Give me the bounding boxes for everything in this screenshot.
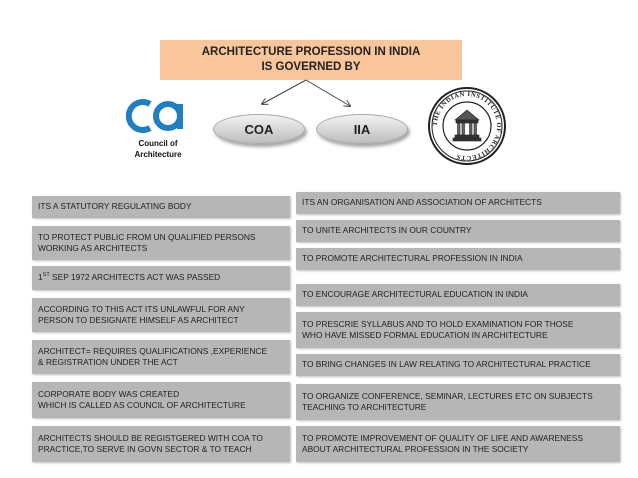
coa-point-4-line-1: ACCORDING TO THIS ACT ITS UNLAWFUL FOR ANY: [38, 303, 245, 314]
title-line-1: ARCHITECTURE PROFESSION IN INDIA: [201, 46, 421, 58]
coa-point-3: [32, 266, 290, 290]
iia-seal-icon: [427, 86, 507, 166]
coa-point-2-line-2: WORKING AS ARCHITECTS: [38, 243, 148, 253]
coa-point-6: [32, 382, 290, 418]
iia-point-2: [296, 220, 620, 242]
iia-point-4-line-1: TO ENCOURAGE ARCHITECTURAL EDUCATION IN INDIA: [302, 289, 528, 300]
iia-point-6-line-1: TO BRING CHANGES IN LAW RELATING TO ARCHITECTURAL PRACTICE: [302, 359, 591, 370]
coa-oval: [213, 114, 305, 144]
coa-point-7-line-2: PRACTICE,TO SERVE IN GOVN SECTOR & TO TEACH: [38, 444, 252, 454]
iia-oval: [316, 114, 408, 144]
coa-logo-line-2: Architecture: [134, 150, 182, 159]
coa-point-5-line-1: ARCHITECT= REQUIRES QUALIFICATIONS ,EXPERIENCE: [38, 345, 268, 356]
coa-point-3-rest: SEP 1972 ARCHITECTS ACT WAS PASSED: [49, 272, 221, 283]
coa-point-1: [32, 196, 290, 218]
iia-point-4: [296, 284, 620, 306]
coa-point-7-line-1: ARCHITECTS SHOULD BE REGISTGERED WITH COA TO: [38, 432, 263, 443]
coa-point-6-line-2: WHICH IS CALLED AS COUNCIL OF ARCHITECTURE: [38, 400, 246, 410]
iia-point-1: [296, 192, 620, 214]
iia-point-3: [296, 248, 620, 270]
iia-point-8-line-2: ABOUT ARCHITECTURAL PROFESSION IN THE SOCIETY: [302, 444, 529, 454]
coa-logo: [118, 96, 198, 166]
iia-point-3-line-1: TO PROMOTE ARCHITECTURAL PROFESSION IN INDIA: [302, 253, 523, 264]
coa-logo-mark-text: ca: [126, 96, 128, 97]
iia-point-5: [296, 312, 620, 348]
iia-seal-ring-text: THE INDIAN INSTITUTE OF ARCHITECTS: [431, 90, 503, 162]
coa-point-4: [32, 298, 290, 332]
coa-point-3-sup: ST: [42, 272, 50, 279]
iia-point-6: [296, 354, 620, 376]
coa-point-5: [32, 340, 290, 374]
arrow-to-coa: [262, 80, 306, 104]
title-box: [160, 40, 462, 80]
iia-point-1-line-1: ITS AN ORGANISATION AND ASSOCIATION OF ARCHITECTS: [302, 197, 542, 208]
title-line-2: IS GOVERNED BY: [261, 61, 361, 73]
coa-point-2: [32, 226, 290, 260]
coa-point-6-line-1: CORPORATE BODY WAS CREATED: [38, 388, 180, 399]
coa-logo-text: [118, 138, 198, 160]
iia-oval-label: IIA: [353, 121, 371, 137]
iia-point-8-line-1: TO PROMOTE IMPROVEMENT OF QUALITY OF LIFE AND AWARENESS: [302, 432, 583, 443]
coa-point-7: [32, 426, 290, 462]
coa-logo-line-1: Council of: [138, 139, 178, 148]
coa-point-2-line-1: TO PROTECT PUBLIC FROM UN QUALIFIED PERSONS: [38, 231, 256, 242]
coa-oval-label: COA: [244, 121, 274, 137]
iia-point-7-line-2: TEACHING TO ARCHITECTURE: [302, 402, 427, 412]
iia-point-8: [296, 426, 620, 462]
coa-point-4-line-2: PERSON TO DESIGNATE HIMSELF AS ARCHITECT: [38, 315, 239, 325]
iia-point-2-line-1: TO UNITE ARCHITECTS IN OUR COUNTRY: [302, 225, 472, 236]
coa-point-3-prefix: 1: [38, 272, 43, 283]
iia-point-7: [296, 384, 620, 420]
iia-point-7-line-1: TO ORGANIZE CONFERENCE, SEMINAR, LECTURES ETC ON SUBJECTS: [302, 390, 593, 401]
coa-point-1-line-1: ITS A STATUTORY REGULATING BODY: [38, 201, 192, 212]
iia-point-5-line-1: TO PRESCRIE SYLLABUS AND TO HOLD EXAMINATION FOR THOSE: [302, 318, 574, 329]
coa-logo-mark-icon: [126, 96, 190, 136]
coa-point-3-line-1: [38, 272, 284, 284]
coa-point-5-line-2: & REGISTRATION UNDER THE ACT: [38, 357, 178, 367]
arrow-to-iia: [306, 80, 350, 106]
iia-point-5-line-2: WHO HAVE MISSED FORMAL EDUCATION IN ARCHITECTURE: [302, 330, 548, 340]
